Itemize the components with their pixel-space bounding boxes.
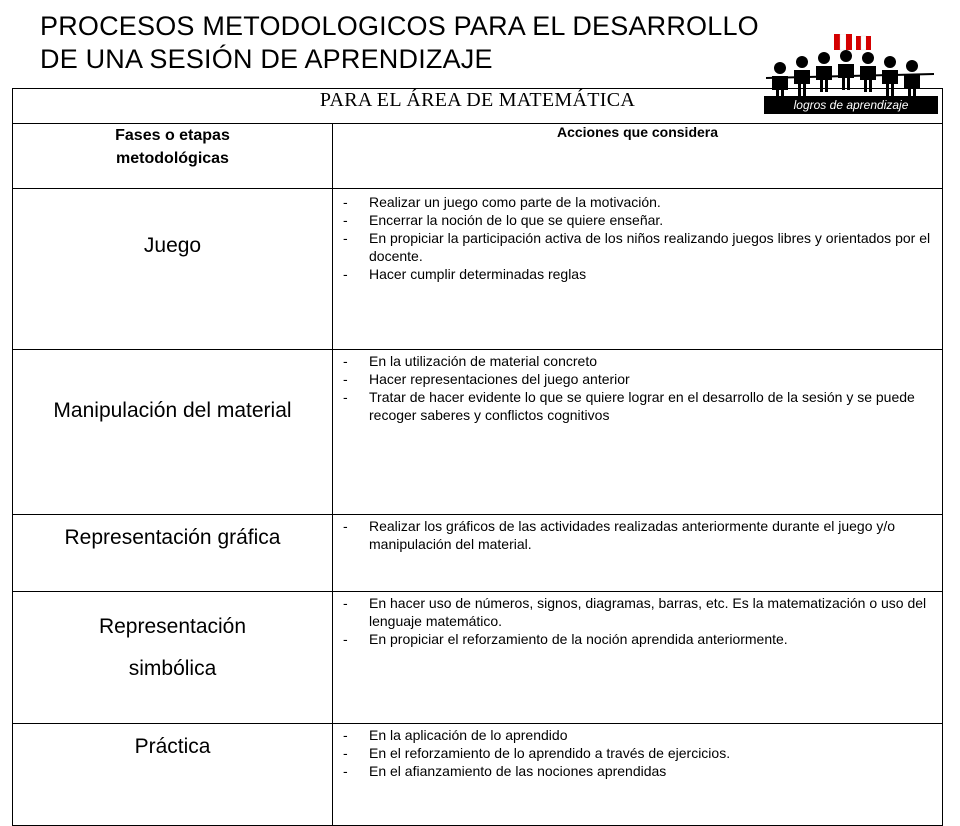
list-item [333,744,942,762]
actions-cell [333,350,943,515]
list-item [333,352,942,370]
bullet-dash: - [343,371,348,387]
header-actions: Acciones que considera [333,124,943,189]
bullet-dash: - [343,745,348,761]
action-text: En propiciar el reforzamiento de la noción aprendida anteriormente. [369,631,788,647]
list-item [333,229,942,265]
bullet-dash: - [343,389,348,405]
actions-cell [333,189,943,350]
table-row [13,189,943,350]
list-item [333,370,942,388]
actions-cell [333,724,943,826]
action-text: En la aplicación de lo aprendido [369,727,568,743]
page-title-line-1: PROCESOS METODOLOGICOS PARA EL DESARROLLO [40,11,759,41]
phase-cell [13,724,333,826]
phase-cell [13,592,333,724]
list-item [333,211,942,229]
flag-icon [834,34,871,50]
list-item [333,517,942,553]
actions-list [333,517,942,553]
list-item [333,594,942,630]
action-text: Realizar los gráficos de las actividades realizadas anteriormente durante el juego y/o manipulación del material. [369,518,896,552]
list-item [333,726,942,744]
methodology-table [12,88,943,826]
bullet-dash: - [343,266,348,282]
phase-label: Representación [98,615,247,638]
bullet-dash: - [343,595,348,611]
header-phases-line-2: metodológicas [116,150,229,167]
phase-cell [13,189,333,350]
phase-label: Manipulación del material [53,399,292,422]
header-phases [13,124,333,189]
action-text: Encerrar la noción de lo que se quiere enseñar. [369,212,664,228]
action-text: En el reforzamiento de lo aprendido a través de ejercicios. [369,745,731,761]
list-item [333,762,942,780]
action-text: En el afianzamiento de las nociones aprendidas [369,763,667,779]
actions-cell [333,515,943,592]
table-row [13,724,943,826]
bullet-dash: - [343,353,348,369]
phase-label: simbólica [128,657,217,680]
phase-label: Representación gráfica [64,526,281,549]
action-text: Hacer cumplir determinadas reglas [369,266,587,282]
actions-cell [333,592,943,724]
phase-cell [13,350,333,515]
list-item [333,630,942,648]
bullet-dash: - [343,518,348,534]
action-text: Hacer representaciones del juego anterior [369,371,630,387]
table-row [13,350,943,515]
list-item [333,265,942,283]
action-text: En hacer uso de números, signos, diagramas, barras, etc. Es la matematización o uso del lenguaje matemático. [369,595,927,629]
table-row [13,592,943,724]
actions-list [333,352,942,424]
bullet-dash: - [343,230,348,246]
bullet-dash: - [343,212,348,228]
action-text: En la utilización de material concreto [369,353,598,369]
list-item [333,193,942,211]
action-text: En propiciar la participación activa de los niños realizando juegos libres y orientados por el docente. [369,230,931,264]
header-phases-line-1: Fases o etapas [115,127,230,144]
table-row [13,515,943,592]
phase-label: Juego [143,234,202,257]
phase-cell [13,515,333,592]
actions-list [333,726,942,780]
actions-list [333,594,942,648]
actions-list [333,193,942,283]
list-item [333,388,942,424]
page-title-line-2: DE UNA SESIÓN DE APRENDIZAJE [40,44,493,74]
logo-text: logros de aprendizaje [793,98,909,112]
bullet-dash: - [343,727,348,743]
header-row [13,124,943,189]
area-row [13,89,943,124]
bullet-dash: - [343,194,348,210]
phase-label: Práctica [134,735,211,758]
bullet-dash: - [343,631,348,647]
area-cell: PARA EL ÁREA DE MATEMÁTICA [13,89,943,124]
bullet-dash: - [343,763,348,779]
action-text: Tratar de hacer evidente lo que se quiere lograr en el desarrollo de la sesión y se puede recoger saberes y conflictos cognitivos [369,389,915,423]
action-text: Realizar un juego como parte de la motivación. [369,194,661,210]
